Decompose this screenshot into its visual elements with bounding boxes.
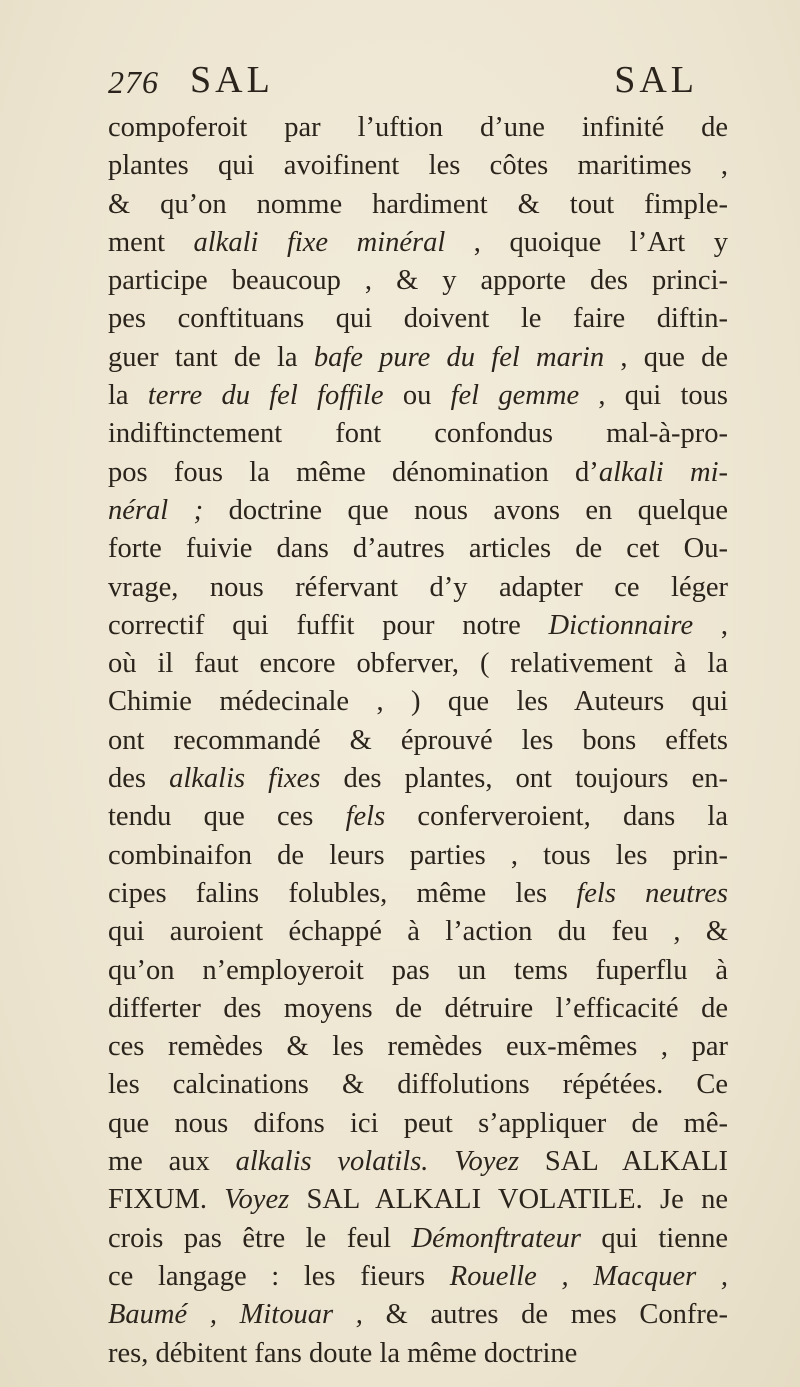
text-run: indiftinctement font confondus mal-à-pro- bbox=[108, 418, 728, 450]
text-run: ont recommandé & éprouvé les bons effets bbox=[108, 724, 728, 756]
text-run: guer tant de la bbox=[108, 341, 314, 373]
text-run: qui tienne bbox=[580, 1222, 728, 1254]
text-run: Chimie médecinale , ) que les Auteurs qui bbox=[108, 686, 728, 718]
italic-text: alkalis volatils. Voyez bbox=[235, 1146, 520, 1178]
text-run: la bbox=[108, 380, 148, 412]
text-line bbox=[108, 760, 728, 798]
text-line bbox=[108, 415, 728, 453]
italic-text: alkali mi- bbox=[598, 456, 728, 488]
text-line bbox=[108, 530, 728, 568]
text-run: vrage, nous réfervant d’y adapter ce léger bbox=[108, 571, 728, 603]
body-text bbox=[108, 109, 728, 1373]
text-run: , qui tous bbox=[579, 380, 728, 412]
text-line bbox=[108, 300, 728, 338]
text-line bbox=[108, 569, 728, 607]
text-line bbox=[108, 722, 728, 760]
text-run: & qu’on nomme hardiment & tout fimple- bbox=[108, 188, 728, 220]
text-line bbox=[108, 837, 728, 875]
text-run: tendu que ces bbox=[108, 801, 346, 833]
text-line bbox=[108, 1143, 728, 1181]
text-line bbox=[108, 186, 728, 224]
text-run: ces remèdes & les remèdes eux-mêmes , par bbox=[108, 1031, 728, 1063]
italic-text: alkalis fixes bbox=[169, 763, 321, 795]
text-run: participe beaucoup , & y apporte des princi- bbox=[108, 265, 728, 297]
text-line bbox=[108, 798, 728, 836]
italic-text: fels bbox=[345, 801, 386, 833]
text-line bbox=[108, 454, 728, 492]
running-head-left: SAL bbox=[190, 59, 274, 101]
italic-text: Voyez bbox=[224, 1184, 290, 1216]
italic-text: bafe pure du fel marin bbox=[313, 341, 605, 373]
text-line bbox=[108, 1066, 728, 1104]
text-run: me aux bbox=[108, 1146, 236, 1178]
text-run: SAL ALKALI VOLATILE. Je ne bbox=[289, 1184, 728, 1216]
text-run: des plantes, ont toujours en- bbox=[320, 763, 728, 795]
italic-text: Baumé , Mitouar , bbox=[108, 1299, 363, 1331]
text-run: combinaifon de leurs parties , tous les prin- bbox=[108, 839, 728, 871]
text-run: où il faut encore obferver, ( relativement à la bbox=[108, 648, 728, 680]
text-line bbox=[108, 1296, 728, 1334]
text-run: ou bbox=[383, 380, 451, 412]
text-line bbox=[108, 262, 728, 300]
text-line bbox=[108, 339, 728, 377]
italic-text: fel gemme bbox=[450, 380, 580, 412]
text-line bbox=[108, 147, 728, 185]
text-run: doctrine que nous avons en quelque bbox=[203, 494, 728, 526]
text-run: que nous difons ici peut s’appliquer de mê- bbox=[108, 1107, 728, 1139]
text-run: les calcinations & diffolutions répétées. Ce bbox=[108, 1069, 728, 1101]
text-line bbox=[108, 1105, 728, 1143]
text-run: forte fuivie dans d’autres articles de cet Ou- bbox=[108, 533, 728, 565]
text-run: correctif qui fuffit pour notre bbox=[108, 609, 549, 641]
text-line bbox=[108, 224, 728, 262]
text-line bbox=[108, 492, 728, 530]
italic-text: néral ; bbox=[108, 494, 204, 526]
text-run: qui auroient échappé à l’action du feu , & bbox=[108, 916, 728, 948]
text-run: plantes qui avoifinent les côtes maritimes , bbox=[108, 150, 728, 182]
text-line bbox=[108, 875, 728, 913]
italic-text: Dictionnaire bbox=[548, 609, 694, 641]
text-line bbox=[108, 990, 728, 1028]
text-run: conferveroient, dans la bbox=[385, 801, 728, 833]
text-run: compoferoit par l’uftion d’une infinité de bbox=[108, 112, 728, 143]
text-run: , bbox=[693, 609, 728, 641]
text-run: SAL ALKALI bbox=[519, 1146, 728, 1178]
text-run: , quoique l’Art y bbox=[445, 226, 728, 258]
running-head-right: SAL bbox=[614, 59, 698, 101]
italic-text: Rouelle , Macquer , bbox=[449, 1260, 728, 1292]
text-run: crois pas être le feul bbox=[108, 1222, 412, 1254]
text-run: differter des moyens de détruire l’efficacité de bbox=[108, 992, 728, 1024]
text-run: des bbox=[108, 763, 170, 795]
text-line bbox=[108, 1220, 728, 1258]
running-header bbox=[108, 58, 698, 108]
italic-text: terre du fel foffile bbox=[147, 380, 384, 412]
italic-text: fels neutres bbox=[576, 877, 728, 909]
page-number: 276 bbox=[108, 64, 159, 100]
text-run: & autres de mes Confre- bbox=[362, 1299, 728, 1331]
text-line bbox=[108, 1028, 728, 1066]
italic-text: alkali fixe minéral bbox=[193, 226, 446, 258]
text-run: pes conftituans qui doivent le faire diftin- bbox=[108, 303, 728, 335]
italic-text: Démonftrateur bbox=[411, 1222, 581, 1254]
text-line bbox=[108, 913, 728, 951]
text-run: cipes falins folubles, même les bbox=[108, 877, 577, 909]
text-line bbox=[108, 683, 728, 721]
text-line bbox=[108, 645, 728, 683]
text-line bbox=[108, 109, 728, 147]
text-line bbox=[108, 1181, 728, 1219]
text-run: res, débitent fans doute la même doctrine bbox=[108, 1337, 578, 1369]
text-run: , que de bbox=[604, 341, 728, 373]
text-run: qu’on n’employeroit pas un tems fuperflu à bbox=[108, 954, 728, 986]
text-run: pos fous la même dénomination d’ bbox=[108, 456, 599, 488]
text-run: FIXUM. bbox=[108, 1184, 225, 1216]
text-run: ment bbox=[108, 226, 194, 258]
text-line bbox=[108, 952, 728, 990]
text-line bbox=[108, 607, 728, 645]
text-line bbox=[108, 377, 728, 415]
text-line bbox=[108, 1335, 728, 1373]
text-run: ce langage : les fieurs bbox=[108, 1260, 450, 1292]
text-line bbox=[108, 1258, 728, 1296]
